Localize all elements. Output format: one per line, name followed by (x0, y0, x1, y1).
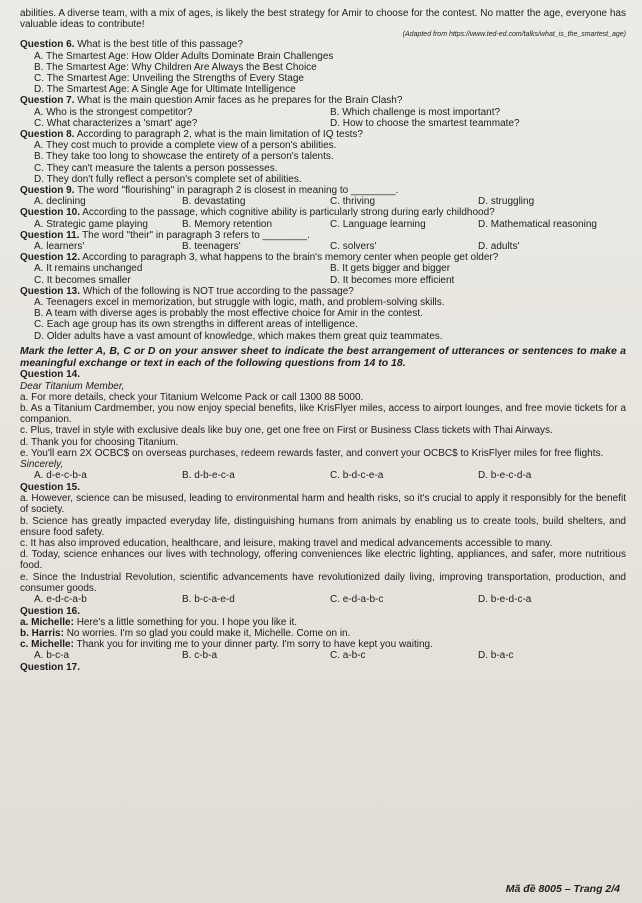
option-c[interactable]: C. a-b-c (330, 650, 366, 662)
option-d[interactable]: D. It becomes more efficient (330, 274, 455, 286)
option-b[interactable]: B. b-c-a-e-d (182, 593, 235, 605)
option-c[interactable]: C. thriving (330, 196, 376, 208)
sentence-b: b. As a Titanium Cardmember, you now enjoy special benefits, like KrisFlyer miles, access to airport lounges, and free movie tickets for a companion. (20, 403, 626, 426)
question-label: Question 9. (20, 185, 75, 197)
letter-salutation: Dear Titanium Member, (20, 380, 125, 392)
question-label: Question 11. (20, 229, 80, 241)
option-c[interactable]: C. Language learning (330, 218, 426, 230)
question-label: Question 16. (20, 605, 81, 617)
option-a[interactable]: A. It remains unchanged (34, 263, 143, 275)
option-c[interactable]: C. Each age group has its own strengths in different areas of intelligence. (34, 319, 358, 331)
sentence-d: d. Thank you for choosing Titanium. (20, 436, 179, 448)
question-8 (20, 129, 626, 185)
question-text: What is the best title of this passage? (77, 39, 243, 51)
option-b[interactable]: B. d-b-e-c-a (182, 470, 235, 482)
passage-tail: abilities. A diverse team, with a mix of ages, is likely the best strategy for Amir to choose for the contest. No matter the age, everyone has valuable ideas to contribute! (20, 8, 626, 31)
option-a[interactable]: A. d-e-c-b-a (34, 470, 87, 482)
utterance: Thank you for inviting me to your dinner party. I'm sorry to have kept you waiting. (76, 639, 433, 651)
option-b[interactable]: B. Which challenge is most important? (330, 106, 501, 118)
question-text: Which of the following is NOT true according to the passage? (82, 285, 354, 297)
option-d[interactable]: D. They don't fully reflect a person's complete set of abilities. (34, 173, 302, 185)
question-label: Question 7. (20, 95, 75, 107)
dialogue-line-c (20, 639, 626, 650)
section-instruction: Mark the letter A, B, C or D on your answer sheet to indicate the best arrangement of utterances or sentences to make a meaningful exchange or text in each of the following questions from 14 to 18. (20, 344, 626, 369)
option-b[interactable]: B. c-b-a (182, 650, 218, 662)
option-d[interactable]: D. Mathematical reasoning (478, 218, 597, 230)
question-10 (20, 207, 626, 229)
question-text: According to paragraph 3, what happens to the brain's memory center when people get older? (82, 252, 499, 264)
question-label: Question 13. (20, 285, 81, 297)
option-b[interactable]: B. A team with diverse ages is probably the most effective choice for Amir in the contest. (34, 308, 423, 320)
option-c[interactable]: C. It becomes smaller (34, 274, 131, 286)
sentence-b: b. Science has greatly impacted everyday life, distinguishing humans from animals by enabling us to create tools, build shelters, and ensure food safety. (20, 515, 626, 538)
letter-closing: Sincerely, (20, 459, 64, 471)
dialogue-line-b (20, 628, 626, 639)
question-6 (20, 39, 626, 95)
option-d[interactable]: D. How to choose the smartest teammate? (330, 117, 520, 129)
sentence-e: e. You'll earn 2X OCBC$ on overseas purchases, redeem rewards faster, and convert your OCBC$ to KrisFlyer miles for free flights. (20, 447, 604, 459)
question-label: Question 12. (20, 252, 81, 264)
option-c[interactable]: C. They can't measure the talents a person possesses. (34, 162, 278, 174)
option-b[interactable]: B. devastating (182, 196, 246, 208)
question-text: According to the passage, which cognitive ability is particularly strong during early childhood? (82, 207, 495, 219)
option-b[interactable]: B. teenagers' (182, 241, 241, 253)
option-d[interactable]: D. b-e-d-c-a (478, 593, 532, 605)
option-d[interactable]: D. b-e-c-d-a (478, 470, 532, 482)
option-a[interactable]: A. Who is the strongest competitor? (34, 106, 193, 118)
option-d[interactable]: D. struggling (478, 196, 535, 208)
option-c[interactable]: C. e-d-a-b-c (330, 593, 384, 605)
question-16 (20, 606, 626, 662)
question-label: Question 10. (20, 207, 81, 219)
sentence-a: a. However, science can be misused, leading to environmental harm and health risks, so it's crucial to apply it responsibly for the benefit of society. (20, 493, 626, 516)
page-footer: Mã đề 8005 – Trang 2/4 (505, 882, 620, 895)
option-d[interactable]: D. Older adults have a vast amount of knowledge, which makes them great quiz teammates. (34, 330, 443, 342)
option-b[interactable]: B. Memory retention (182, 218, 273, 230)
question-text: The word "their" in paragraph 3 refers to ________. (82, 229, 310, 241)
option-b[interactable]: B. It gets bigger and bigger (330, 263, 451, 275)
speaker: a. Michelle: (20, 616, 74, 628)
question-label: Question 14. (20, 369, 81, 381)
speaker: b. Harris: (20, 628, 64, 640)
question-label: Question 8. (20, 129, 75, 141)
question-label: Question 15. (20, 481, 81, 493)
question-7 (20, 95, 626, 129)
speaker: c. Michelle: (20, 639, 74, 651)
option-a[interactable]: A. Strategic game playing (34, 218, 148, 230)
option-a[interactable]: A. The Smartest Age: How Older Adults Dominate Brain Challenges (34, 50, 334, 62)
option-c[interactable]: C. The Smartest Age: Unveiling the Strengths of Every Stage (34, 73, 304, 85)
sentence-c: c. Plus, travel in style with exclusive deals like buy one, get one free on First or Business Class tickets with Thai Airways. (20, 425, 553, 437)
sentence-d: d. Today, science enhances our lives with technology, offering conveniences like electric lighting, appliances, and safer, more nutritious food. (20, 549, 626, 572)
question-label: Question 6. (20, 39, 75, 51)
question-15 (20, 482, 626, 605)
option-a[interactable]: A. declining (34, 196, 86, 208)
utterance: Here's a little something for you. I hope you like it. (76, 616, 298, 628)
question-text: What is the main question Amir faces as he prepares for the Brain Clash? (77, 95, 403, 107)
source-citation: (Adapted from https://www.ted-ed.com/talks/what_is_the_smartest_age) (402, 31, 626, 39)
sentence-a: a. For more details, check your Titanium Welcome Pack or call 1300 88 5000. (20, 391, 364, 403)
question-text: The word "flourishing" in paragraph 2 is closest in meaning to ________. (77, 185, 399, 197)
question-12 (20, 252, 626, 286)
option-c[interactable]: C. What characterizes a 'smart' age? (34, 117, 198, 129)
option-a[interactable]: A. b-c-a (34, 650, 70, 662)
utterance: No worries. I'm so glad you could make it, Michelle. Come on in. (66, 628, 351, 640)
question-13 (20, 286, 626, 342)
question-9 (20, 185, 626, 207)
option-a[interactable]: A. e-d-c-a-b (34, 593, 87, 605)
dialogue-line-a (20, 617, 626, 628)
option-a[interactable]: A. Teenagers excel in memorization, but struggle with logic, math, and problem-solving skills. (34, 297, 445, 309)
option-c[interactable]: C. b-d-c-e-a (330, 470, 384, 482)
option-d[interactable]: D. The Smartest Age: A Single Age for Ultimate Intelligence (34, 84, 296, 96)
question-17-label: Question 17. (20, 662, 81, 674)
option-a[interactable]: A. learners' (34, 241, 85, 253)
option-c[interactable]: C. solvers' (330, 241, 377, 253)
question-text: According to paragraph 2, what is the main limitation of IQ tests? (76, 129, 363, 141)
option-d[interactable]: D. adults' (478, 241, 520, 253)
question-11 (20, 230, 626, 252)
option-b[interactable]: B. They take too long to showcase the entirety of a person's talents. (34, 151, 334, 163)
question-14 (20, 369, 626, 481)
option-a[interactable]: A. They cost much to provide a complete view of a person's abilities. (34, 140, 337, 152)
option-d[interactable]: D. b-a-c (478, 650, 514, 662)
option-b[interactable]: B. The Smartest Age: Why Children Are Always the Best Choice (34, 61, 317, 73)
sentence-e: e. Since the Industrial Revolution, scientific advancements have revolutionized daily living, improving transportation, production, and consumer goods. (20, 571, 626, 594)
sentence-c: c. It has also improved education, healthcare, and leisure, making travel and medical advancements accessible to many. (20, 537, 553, 549)
